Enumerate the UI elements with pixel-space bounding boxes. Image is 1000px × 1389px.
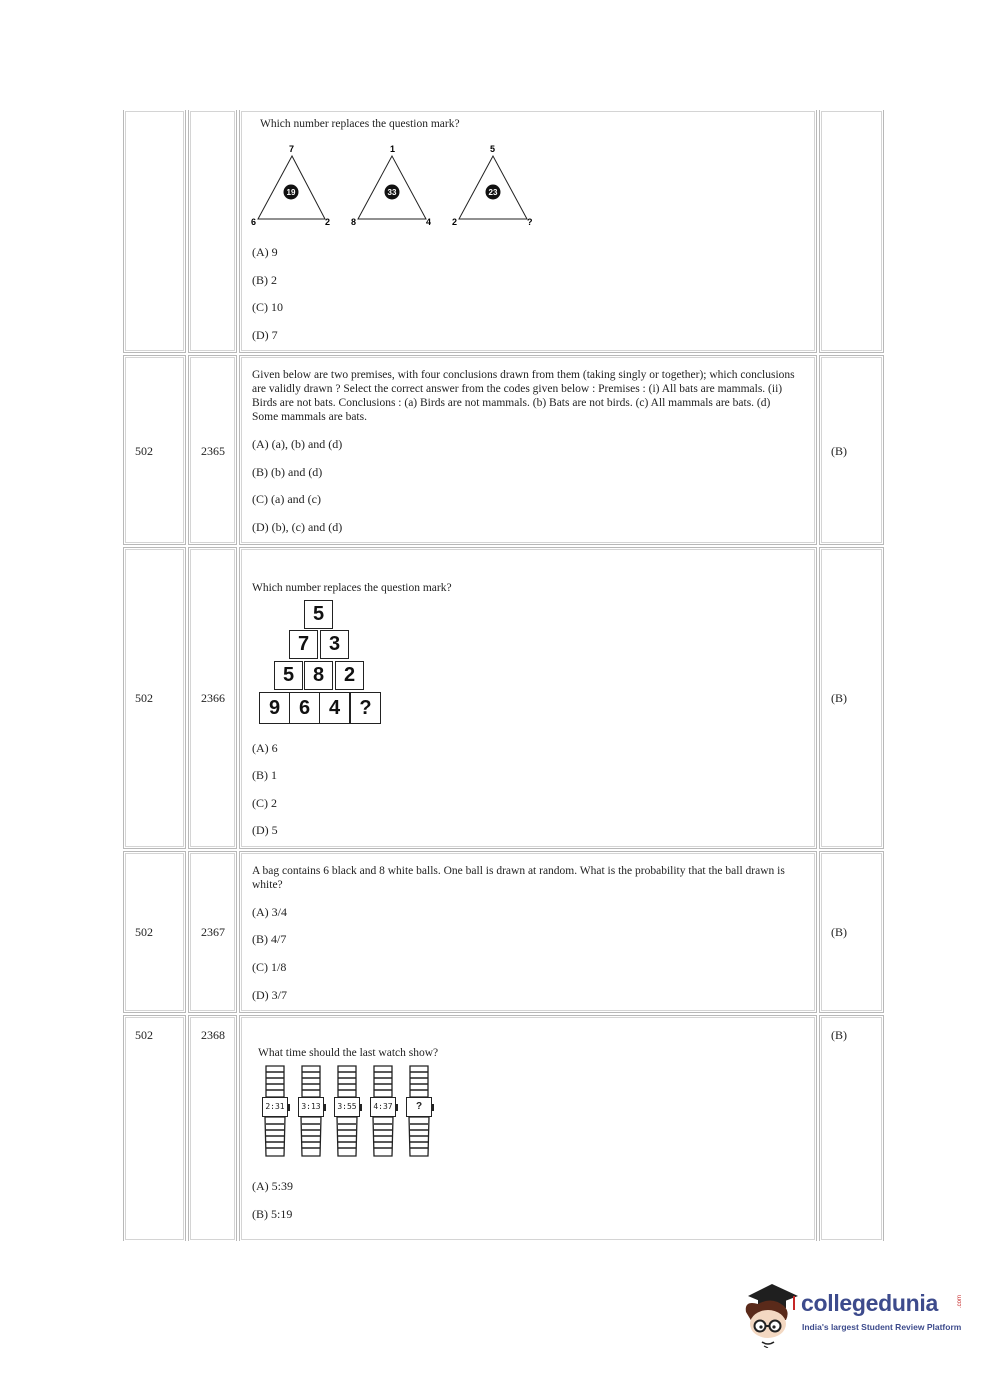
- option-b: (B) 4/7: [252, 932, 287, 946]
- logo-tagline: India's largest Student Review Platform: [802, 1322, 962, 1332]
- watch-display: 2:31: [262, 1097, 288, 1117]
- option-b: (B) 5:19: [252, 1207, 293, 1221]
- row2-answer-cell: [819, 355, 884, 545]
- pyramid-cell: ?: [350, 692, 381, 724]
- option-b: (B) (b) and (d): [252, 465, 323, 479]
- question-text: What time should the last watch show?: [258, 1047, 439, 1059]
- pyramid-cell: 5: [304, 600, 333, 629]
- triangle-3-top: 5: [490, 144, 496, 154]
- watch-display: ?: [406, 1097, 432, 1117]
- triangle-2-top: 1: [390, 144, 396, 154]
- option-c: (C) 2: [252, 796, 277, 810]
- pyramid-cell: 9: [259, 692, 290, 724]
- pyramid-cell: 5: [274, 661, 303, 690]
- row1-paper-cell: [123, 110, 186, 353]
- option-d: (D) (b), (c) and (d): [252, 520, 343, 534]
- option-a: (A) 6: [252, 741, 278, 755]
- option-d: (D) 7: [252, 328, 278, 342]
- row2-paper-cell: [123, 355, 186, 545]
- row5-answer-cell: [819, 1015, 884, 1241]
- collegedunia-logo: [738, 1282, 973, 1352]
- pyramid-cell: 2: [335, 661, 364, 690]
- watch: [296, 1064, 326, 1158]
- option-d: (D) 3/7: [252, 988, 287, 1002]
- watch: [332, 1064, 362, 1158]
- answer-key: (B): [831, 444, 847, 458]
- option-a: (A) 3/4: [252, 905, 287, 919]
- option-c: (C) 1/8: [252, 960, 287, 974]
- answer-key: (B): [831, 691, 847, 705]
- triangle-1-left: 6: [251, 217, 257, 227]
- row3-answer-cell: [819, 547, 884, 849]
- answer-key: (B): [831, 925, 847, 939]
- paper-code: 502: [135, 925, 153, 939]
- row1-answer-cell: [819, 110, 884, 353]
- row4-paper-cell: [123, 851, 186, 1013]
- watch-figure: [260, 1064, 440, 1162]
- triangle-2-center: 33: [387, 188, 397, 197]
- question-text: Given below are two premises, with four conclusions drawn from them (taking singly or together); which conclusions are validly drawn ? Select the correct answer from the codes given below : Premises : (i) All bats are mammals. (ii) Birds are not bats. Conclusions : (a) Birds are not mammals. (b) Bats are not birds. (c) All mammals are bats. (d) Some mammals are bats.: [252, 369, 795, 423]
- logo-suffix: .com: [957, 1294, 963, 1308]
- mascot-icon: [738, 1282, 800, 1348]
- pyramid-cell: 4: [319, 692, 350, 724]
- logo-name: collegedunia: [801, 1290, 938, 1316]
- triangle-1-top: 7: [289, 144, 295, 154]
- question-text: Which number replaces the question mark?: [252, 582, 452, 594]
- answer-key: (B): [831, 1028, 847, 1042]
- question-number: 2365: [201, 444, 225, 458]
- triangle-3-right: ?: [527, 217, 533, 227]
- triangle-1-right: 2: [325, 217, 331, 227]
- row4-answer-cell: [819, 851, 884, 1013]
- option-a: (A) 9: [252, 245, 278, 259]
- watch: [404, 1064, 434, 1158]
- pyramid-cell: 3: [320, 630, 349, 659]
- watch-display: 4:37: [370, 1097, 396, 1117]
- pyramid-cell: 7: [289, 630, 318, 659]
- option-b: (B) 1: [252, 768, 277, 782]
- option-c: (C) (a) and (c): [252, 492, 321, 506]
- number-pyramid: [258, 600, 383, 724]
- option-a: (A) (a), (b) and (d): [252, 437, 343, 451]
- triangle-3-center: 23: [488, 188, 498, 197]
- triangle-1-center: 19: [286, 188, 296, 197]
- watch-display: 3:13: [298, 1097, 324, 1117]
- option-d: (D) 5: [252, 823, 278, 837]
- question-text: Which number replaces the question mark?: [260, 118, 460, 130]
- triangle-2-right: 4: [426, 217, 432, 227]
- paper-code: 502: [135, 691, 153, 705]
- question-text: A bag contains 6 black and 8 white balls. One ball is drawn at random. What is the probability that the ball drawn is white?: [252, 865, 785, 891]
- option-a: (A) 5:39: [252, 1179, 293, 1193]
- triangle-2-left: 8: [351, 217, 357, 227]
- watch: [260, 1064, 290, 1158]
- row1-qno-cell: [188, 110, 237, 353]
- watch-display: 3:55: [334, 1097, 360, 1117]
- option-b: (B) 2: [252, 273, 277, 287]
- option-c: (C) 10: [252, 300, 283, 314]
- paper-code: 502: [135, 1028, 153, 1042]
- pyramid-cell: 8: [304, 661, 333, 690]
- row5-paper-cell: [123, 1015, 186, 1241]
- triangle-figure: [245, 140, 545, 232]
- triangle-3-left: 2: [452, 217, 458, 227]
- question-number: 2368: [201, 1028, 225, 1042]
- row5-qno-cell: [188, 1015, 237, 1241]
- pyramid-cell: 6: [289, 692, 320, 724]
- paper-code: 502: [135, 444, 153, 458]
- watch: [368, 1064, 398, 1158]
- question-number: 2366: [201, 691, 225, 705]
- question-number: 2367: [201, 925, 225, 939]
- row3-paper-cell: [123, 547, 186, 849]
